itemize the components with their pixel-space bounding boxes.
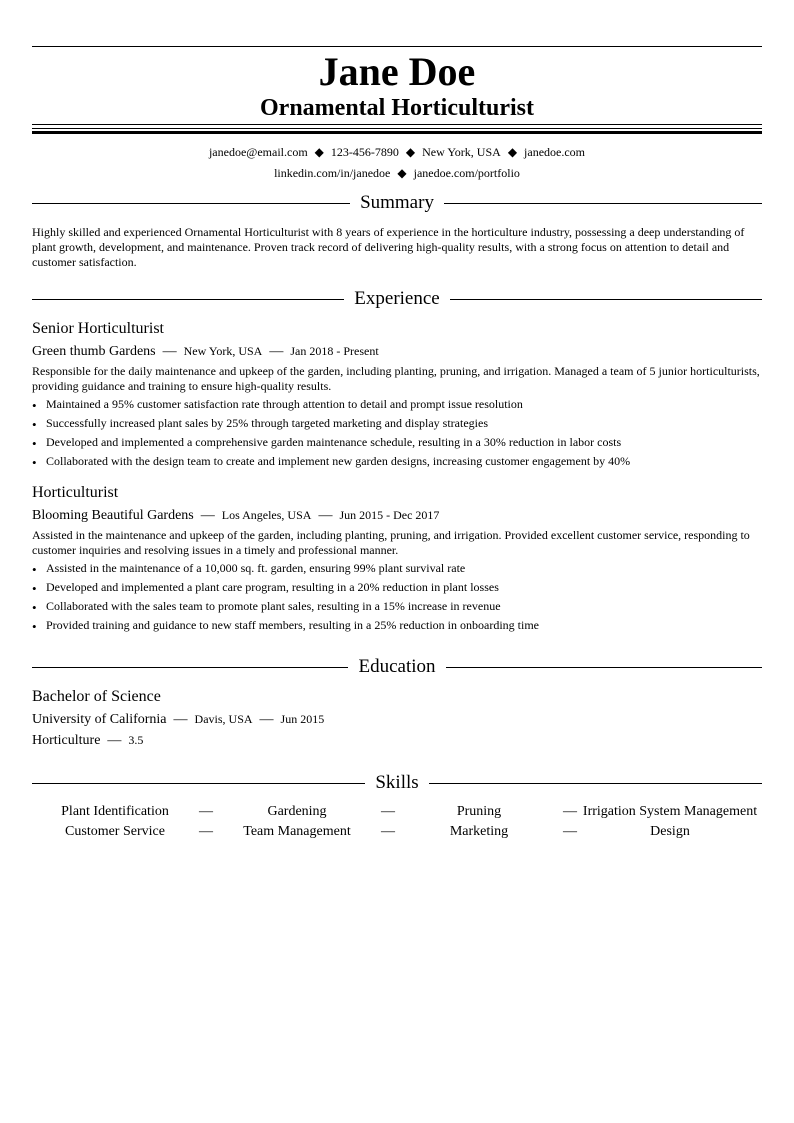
field-of-study: Horticulture xyxy=(32,733,101,748)
skill-item: Plant Identification xyxy=(61,804,169,819)
heading-rule-left xyxy=(32,783,365,784)
list-item: • Provided training and guidance to new staff members, resulting in a 25% reduction in onboarding time xyxy=(32,616,762,635)
dash-separator: — xyxy=(269,344,284,359)
job-achievements xyxy=(32,395,762,471)
contact-email[interactable]: janedoe@email.com xyxy=(208,145,308,159)
job-location: Los Angeles, USA xyxy=(221,508,312,522)
skill-item: Marketing xyxy=(449,824,509,839)
diamond-separator-icon: ◆ xyxy=(507,145,518,159)
school: University of California xyxy=(32,712,167,727)
dash-separator: — xyxy=(173,712,188,727)
heading-rule-right xyxy=(429,783,762,784)
job-company: Green thumb Gardens xyxy=(32,344,156,359)
contact-linkedin[interactable]: linkedin.com/in/janedoe xyxy=(274,166,391,180)
list-item: • Developed and implemented a plant care program, resulting in a 20% reduction in plant losses xyxy=(32,578,762,597)
dash-separator: — xyxy=(107,733,122,748)
skill-item: Pruning xyxy=(456,804,502,819)
list-item: • Maintained a 95% customer satisfaction rate through attention to detail and prompt issue resolution xyxy=(32,395,762,414)
skill-item: Irrigation System Management xyxy=(582,804,758,819)
header-rule-thin-2 xyxy=(32,128,762,129)
dash-separator: — xyxy=(199,804,213,819)
heading-rule-right xyxy=(446,667,762,668)
job-company: Blooming Beautiful Gardens xyxy=(32,508,194,523)
skills-grid xyxy=(32,802,762,842)
dash-separator: — xyxy=(563,824,577,839)
dash-separator: — xyxy=(563,804,577,819)
contact-website[interactable]: janedoe.com xyxy=(524,145,586,159)
job-dates: Jun 2015 - Dec 2017 xyxy=(339,508,440,522)
heading-rule-left xyxy=(32,299,344,300)
candidate-name: Jane Doe xyxy=(318,49,476,94)
skill-item: Customer Service xyxy=(65,824,165,839)
candidate-role: Ornamental Horticulturist xyxy=(260,95,534,121)
list-item: • Assisted in the maintenance of a 10,000 sq. ft. garden, ensuring 99% plant survival rate xyxy=(32,559,762,578)
dash-separator: — xyxy=(318,508,333,523)
dash-separator: — xyxy=(200,508,215,523)
dash-separator: — xyxy=(381,804,395,819)
heading-rule-left xyxy=(32,203,350,204)
dash-separator: — xyxy=(199,824,213,839)
job-entry xyxy=(32,319,762,471)
header-rule-thin-1 xyxy=(32,124,762,125)
job-meta xyxy=(32,341,762,362)
dash-separator: — xyxy=(162,344,177,359)
diamond-separator-icon: ◆ xyxy=(405,145,416,159)
job-title: Senior Horticulturist xyxy=(32,320,164,337)
resume-page xyxy=(32,46,762,842)
diamond-separator-icon: ◆ xyxy=(314,145,324,159)
job-location: New York, USA xyxy=(183,344,263,358)
skill-item: Design xyxy=(650,824,690,839)
job-description: Assisted in the maintenance and upkeep of the garden, including planting, pruning, and irrigation. Provided excellent customer service, responding to customer inquiries and resolving issues in a timely and professional manner. xyxy=(32,528,750,557)
school-location: Davis, USA xyxy=(194,712,253,726)
header-rule-thick xyxy=(32,131,762,134)
job-meta xyxy=(32,505,762,526)
skill-item: Gardening xyxy=(267,804,327,819)
heading-rule-left xyxy=(32,667,348,668)
education-field xyxy=(32,730,762,751)
education-entry xyxy=(32,687,762,751)
degree: Bachelor of Science xyxy=(32,688,161,705)
graduation-date: Jun 2015 xyxy=(280,712,325,726)
list-item: • Collaborated with the design team to create and implement new garden designs, increasing customer engagement by 40% xyxy=(32,452,762,471)
education-title: Education xyxy=(358,656,436,677)
contact-phone: 123-456-7890 xyxy=(330,145,399,159)
job-dates: Jan 2018 - Present xyxy=(290,344,379,358)
summary-heading xyxy=(32,191,762,215)
dash-separator: — xyxy=(259,712,274,727)
gpa: 3.5 xyxy=(128,733,144,747)
top-rule xyxy=(32,46,762,47)
list-item: • Developed and implemented a comprehensive garden maintenance schedule, resulting in a 30% reduction in labor costs xyxy=(32,433,762,452)
contact-location: New York, USA xyxy=(422,145,501,159)
list-item: • Successfully increased plant sales by 25% through targeted marketing and display strategies xyxy=(32,414,762,433)
job-description: Responsible for the daily maintenance and upkeep of the garden, including planting, pruning, and irrigation. Managed a team of 5 junior horticulturists, providing guidance and training to ensure high-quality results. xyxy=(32,364,760,393)
contact-portfolio[interactable]: janedoe.com/portfolio xyxy=(413,166,520,180)
dash-separator: — xyxy=(381,824,395,839)
summary-text: Highly skilled and experienced Ornamental Horticulturist with 8 years of experience in the horticulture industry, possessing a deep understanding of plant growth, development, and maintenance. Proven track record of delivering high-quality results, with a strong focus on attention to detail and customer satisfaction. xyxy=(32,225,745,269)
experience-title: Experience xyxy=(354,288,440,309)
list-item: • Collaborated with the sales team to promote plant sales, resulting in a 15% increase in revenue xyxy=(32,597,762,616)
job-achievements xyxy=(32,559,762,635)
heading-rule-right xyxy=(444,203,762,204)
contact-line-2 xyxy=(32,163,762,184)
education-meta xyxy=(32,709,762,730)
skills-heading xyxy=(32,771,762,795)
job-entry xyxy=(32,483,762,635)
experience-heading xyxy=(32,287,762,311)
education-heading xyxy=(32,655,762,679)
summary-title: Summary xyxy=(360,192,434,213)
skill-item: Team Management xyxy=(243,824,351,839)
heading-rule-right xyxy=(450,299,762,300)
diamond-separator-icon: ◆ xyxy=(397,166,407,180)
contact-line-1 xyxy=(32,142,762,163)
job-title: Horticulturist xyxy=(32,484,119,501)
skills-title: Skills xyxy=(375,772,419,793)
